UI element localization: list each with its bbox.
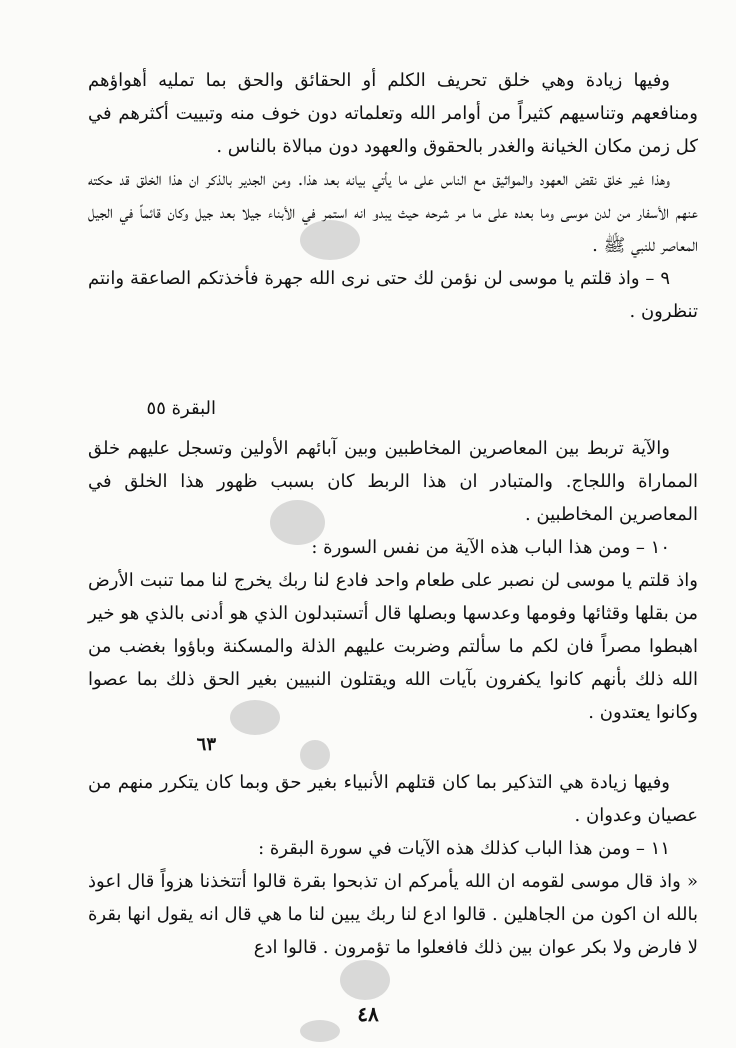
scan-stain: [270, 500, 325, 545]
verse-reference: ٦٣: [196, 734, 216, 755]
paragraph: والآية تربط بين المعاصرين المخاطبين وبين آبائهم الأولين وتسجل عليهم خلق المماراة واللجاج. والمتبادر ان هذا الربط كان بسبب ظهور هذا الخلق في المعاصرين المخاطبين .: [88, 438, 698, 525]
paragraph: « واذ قال موسى لقومه ان الله يأمركم ان تذبحوا بقرة قالوا أتتخذنا هزواً قال اعوذ بالله ان اكون من الجاهلين . قالوا ادع لنا ربك يبين لنا ما هي قال انه يقول انها بقرة لا فارض ولا بكر عوان بين ذلك فافعلوا ما تؤمرون . قالوا ادع: [88, 871, 698, 958]
scan-stain: [230, 700, 280, 735]
paragraph: ٩ – واذ قلتم يا موسى لن نؤمن لك حتى نرى الله جهرة فأخذتكم الصاعقة وانتم تنظرون .: [88, 268, 698, 322]
text-section-3: [88, 766, 698, 964]
paragraph: واذ قلتم يا موسى لن نصبر على طعام واحد فادع لنا ربك يخرج لنا مما تنبت الأرض من بقلها وقثائها وفومها وعدسها وبصلها قال أتستبدلون الذي هو أدنى بالذي هو خير اهبطوا مصراً فان لكم ما سألتم وضربت عليهم الذلة والمسكنة وباؤوا بغضب من الله ذلك بأنهم كانوا يكفرون بآيات الله ويقتلون النبيين بغير الحق ذلك بما عصوا وكانوا يعتدون .: [88, 570, 698, 723]
paragraph: وفيها زيادة هي التذكير بما كان قتلهم الأنبياء بغير حق وبما كان يتكرر منهم من عصيان وعدوان .: [88, 772, 698, 826]
paragraph: ١١ – ومن هذا الباب كذلك هذه الآيات في سورة البقرة :: [258, 838, 670, 859]
page-number: ٤٨: [357, 1002, 379, 1026]
scan-stain: [300, 740, 330, 770]
verse-reference: البقرة ٥٥: [146, 398, 216, 419]
text-section-2: [88, 432, 698, 729]
paragraph: ١٠ – ومن هذا الباب هذه الآية من نفس السورة :: [311, 537, 670, 558]
paragraph: وفيها زيادة وهي خلق تحريف الكلم أو الحقائق والحق بما تمليه أهواؤهم ومنافعهم وتناسيهم كثيراً من أوامر الله وتعلماته دون خوف منه وتبييت أكثرهم في كل زمن مكان الخيانة والغدر بالحقوق والعهود دون مبالاة بالناس .: [88, 70, 698, 157]
scan-stain: [340, 960, 390, 1000]
text-section-1: [88, 64, 698, 328]
paragraph: وهذا غير خلق نقض العهود والمواثيق مع الناس على ما يأتي بيانه بعد هذا. ومن الجدير بالذكر ان هذا الخلق قد حكته عنهم الأسفار من لدن موسى وما بعده على ما مر شرحه حيث يبدو انه استمر في الأبناء جيلا بعد جيل وكان قائماً في الجيل المعاصر للنبي ﷺ .: [88, 169, 698, 256]
scan-stain: [300, 1020, 340, 1042]
scan-stain: [300, 220, 360, 260]
